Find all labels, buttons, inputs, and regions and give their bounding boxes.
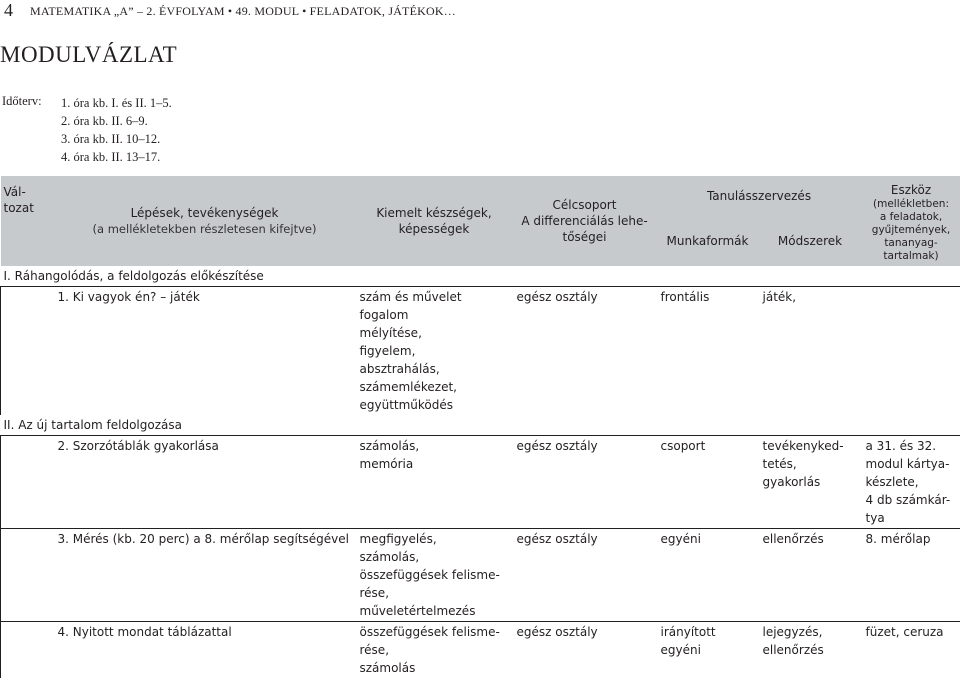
- step-cell: 3. Mérés (kb. 20 perc) a 8. mérőlap segítségével: [54, 529, 356, 622]
- header-eszkoz: [862, 176, 960, 266]
- target-cell: egész osztály: [513, 287, 657, 416]
- time-plan-line: 1. óra kb. I. és II. 1–5.: [61, 94, 172, 112]
- section-title: II. Az új tartalom feldolgozása: [1, 415, 960, 436]
- variant-cell: [1, 436, 54, 529]
- section-title: I. Ráhangolódás, a feldolgozás előkészítése: [1, 266, 960, 287]
- time-plan-line: 3. óra kb. II. 10–12.: [61, 130, 172, 148]
- header-keszsegek: Kiemelt készségek, képességek: [356, 176, 513, 266]
- skills-cell: összefüggések felisme- rése, számolás: [356, 622, 513, 678]
- variant-cell: [1, 529, 54, 622]
- method-cell: ellenőrzés: [759, 529, 862, 622]
- tool-cell: 8. mérőlap: [862, 529, 960, 622]
- running-head: MATEMATIKA „A” – 2. ÉVFOLYAM • 49. MODUL • FELADATOK, JÁTÉKOK…: [30, 4, 456, 19]
- header-eszkoz-title: Eszköz: [865, 182, 958, 198]
- form-cell: egyéni: [657, 529, 759, 622]
- form-cell: frontális: [657, 287, 759, 416]
- tool-cell: [862, 287, 960, 416]
- header-munkaformak: Munkaformák: [657, 216, 759, 266]
- step-cell: 4. Nyitott mondat táblázattal: [54, 622, 356, 678]
- header-tanulasszervezes: Tanulásszervezés: [657, 176, 862, 216]
- module-plan-table: [0, 176, 960, 678]
- page-title: MODULVÁZLAT: [0, 42, 177, 68]
- target-cell: egész osztály: [513, 436, 657, 529]
- tool-cell: füzet, ceruza: [862, 622, 960, 678]
- variant-cell: [1, 622, 54, 678]
- target-cell: egész osztály: [513, 622, 657, 678]
- tool-cell: a 31. és 32. modul kártya- készlete, 4 db számkár- tya: [862, 436, 960, 529]
- time-plan-list: [61, 94, 172, 166]
- variant-cell: [1, 287, 54, 416]
- header-valtozat: Vál- tozat: [1, 176, 54, 266]
- header-eszkoz-subtitle: (mellékletben: a feladatok, gyűjtemények, tananyag- tartalmak): [865, 198, 958, 263]
- time-plan-line: 2. óra kb. II. 6–9.: [61, 112, 172, 130]
- time-plan-line: 4. óra kb. II. 13–17.: [61, 148, 172, 166]
- step-cell: 2. Szorzótáblák gyakorlása: [54, 436, 356, 529]
- form-cell: irányított egyéni: [657, 622, 759, 678]
- step-cell: 1. Ki vagyok én? – játék: [54, 287, 356, 416]
- header-celcsoport: Célcsoport A differenciálás lehe- tőségei: [513, 176, 657, 266]
- method-cell: lejegyzés, ellenőrzés: [759, 622, 862, 678]
- header-modszerek: Módszerek: [759, 216, 862, 266]
- time-plan-label: Időterv:: [2, 94, 42, 109]
- skills-cell: szám és művelet fogalom mélyítése, figyelem, absztrahálás, számemlékezet, együttműködés: [356, 287, 513, 416]
- method-cell: tevékenyked- tetés, gyakorlás: [759, 436, 862, 529]
- target-cell: egész osztály: [513, 529, 657, 622]
- header-lepesek-title: Lépések, tevékenységek: [57, 205, 353, 221]
- skills-cell: megfigyelés, számolás, összefüggések felisme- rése, műveletértelmezés: [356, 529, 513, 622]
- page-number: 4: [4, 0, 13, 21]
- method-cell: játék,: [759, 287, 862, 416]
- header-lepesek: [54, 176, 356, 266]
- skills-cell: számolás, memória: [356, 436, 513, 529]
- header-lepesek-subtitle: (a mellékletekben részletesen kifejtve): [57, 221, 353, 237]
- form-cell: csoport: [657, 436, 759, 529]
